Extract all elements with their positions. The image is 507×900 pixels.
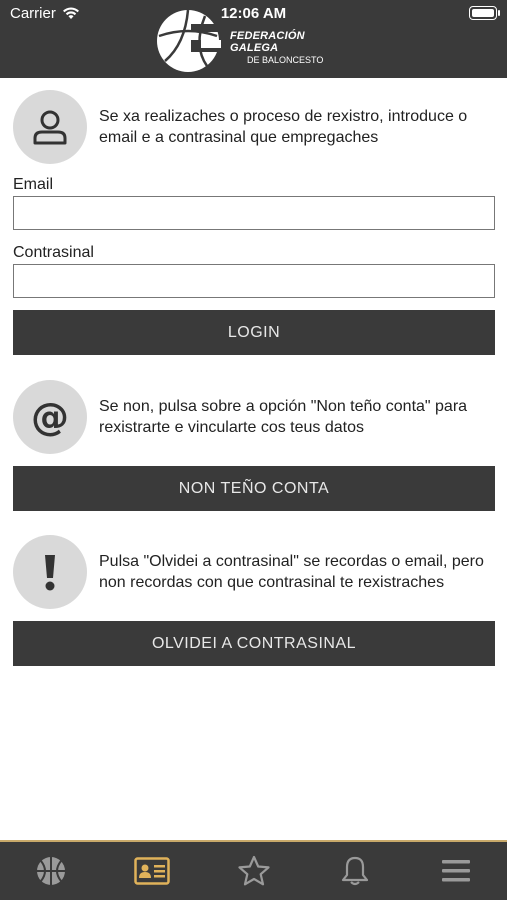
user-circle: [13, 90, 87, 164]
logo-text: [230, 30, 355, 66]
email-field[interactable]: [13, 196, 495, 230]
tab-notifications[interactable]: [304, 842, 405, 900]
federation-logo: [155, 6, 355, 74]
tab-menu[interactable]: [406, 842, 507, 900]
at-icon: @: [31, 395, 69, 439]
carrier-label: Carrier: [10, 5, 56, 22]
logo-ball-icon: [155, 6, 225, 74]
bell-icon: [340, 855, 370, 887]
forgot-info-text: Pulsa "Olvidei a contrasinal" se recordas o email, pero non recordas con que contrasinal te rexistraches: [99, 553, 484, 591]
forgot-password-button[interactable]: OLVIDEI A CONTRASINAL: [13, 621, 495, 666]
login-button[interactable]: LOGIN: [13, 310, 495, 355]
logo-subtitle: DE BALONCESTO: [247, 55, 324, 65]
login-info-row: [13, 90, 495, 164]
register-info-row: [13, 380, 495, 454]
app-header: [0, 0, 507, 78]
email-label: Email: [13, 176, 54, 193]
status-time: 12:06 AM: [220, 5, 287, 22]
register-info-text: Se non, pulsa sobre a opción "Non teño conta" para rexistrarte e vincularte cos teus datos: [99, 398, 468, 436]
tab-account[interactable]: [101, 842, 202, 900]
login-content: [13, 90, 495, 666]
exclamation-icon: [43, 553, 57, 591]
login-info-text: Se xa realizaches o proceso de rexistro, introduce o email e a contrasinal que empregaches: [99, 108, 468, 146]
tab-favorites[interactable]: [203, 842, 304, 900]
user-icon: [32, 108, 68, 146]
password-field[interactable]: [13, 264, 495, 298]
password-label: Contrasinal: [13, 244, 94, 261]
alert-circle: [13, 535, 87, 609]
register-button[interactable]: NON TEÑO CONTA: [13, 466, 495, 511]
forgot-info-row: [13, 535, 495, 609]
menu-icon: [441, 858, 471, 884]
id-card-icon: [134, 857, 170, 885]
logo-title: FEDERACIÓN GALEGA: [230, 30, 305, 54]
tab-bar: [0, 840, 507, 900]
at-circle: [13, 380, 87, 454]
star-icon: [237, 855, 271, 887]
battery-icon: [469, 6, 497, 20]
tab-games[interactable]: [0, 842, 101, 900]
basketball-icon: [35, 855, 67, 887]
